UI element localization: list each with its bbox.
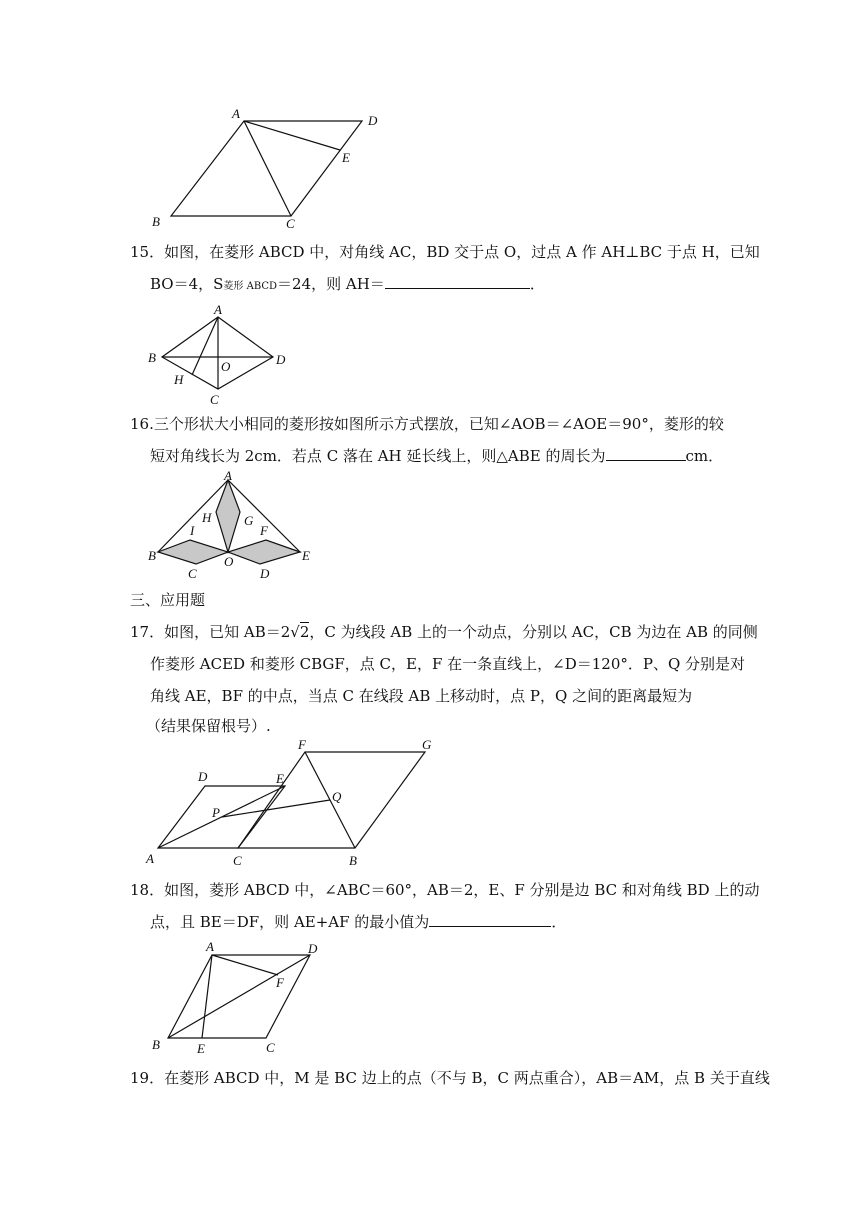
label-h: H (202, 510, 212, 525)
figure-q16 (140, 470, 320, 585)
label-a: A (146, 851, 154, 866)
label-f: F (298, 737, 306, 752)
q17-line1-b: ，C 为线段 AB 上的一个动点，分别以 AC，CB 为边在 AB 的同侧 (309, 623, 758, 641)
diagonal-ae (158, 786, 285, 848)
q16-line2-end: cm． (685, 447, 724, 465)
q15-line2-end: ． (529, 275, 545, 293)
label-o: O (224, 554, 234, 569)
diagonal-bd (168, 955, 310, 1038)
label-a: A (214, 302, 222, 317)
figure-q15 (140, 300, 300, 410)
label-o: O (221, 359, 231, 374)
label-g: G (244, 513, 254, 528)
label-i: I (190, 523, 195, 538)
q15-subscript: 菱形 ABCD (223, 281, 278, 292)
label-c: C (266, 1040, 275, 1055)
label-e: E (302, 548, 310, 563)
segment-ae (202, 955, 212, 1038)
q16-answer-blank[interactable] (606, 446, 686, 461)
rhombus-right (228, 540, 300, 564)
q15-line2-b: ＝24，则 AH＝ (277, 275, 385, 293)
q15-line1: 15．如图，在菱形 ABCD 中，对角线 AC，BD 交于点 O，过点 A 作 AH⊥BC 于点 H，已知 (130, 243, 760, 261)
segment-af (212, 955, 278, 975)
label-f: F (260, 523, 268, 538)
q16-line2-text: 短对角线长为 2cm．若点 C 落在 AH 延长线上，则△ABE 的周长为 (150, 447, 606, 465)
q18-line2-end: ． (551, 913, 567, 931)
label-a: A (224, 470, 232, 483)
label-d: D (198, 769, 208, 784)
q17-line3: 角线 AE，BF 的中点，当点 C 在线段 AB 上移动时，点 P，Q 之间的距离最短为 (150, 687, 693, 705)
q17-line1-a: 17．如图，已知 AB＝2 (130, 623, 291, 641)
section-title-applications: 三、应用题 (130, 591, 206, 609)
q16-line1: 16.三个形状大小相同的菱形按如图所示方式摆放，已知∠AOB＝∠AOE＝90°，菱形的较 (130, 415, 724, 433)
rhombus-abcd (171, 121, 362, 216)
label-e: E (197, 1041, 205, 1056)
q19-line1: 19．在菱形 ABCD 中，M 是 BC 边上的点（不与 B，C 两点重合），AB＝AM，点 B 关于直线 (130, 1069, 770, 1087)
label-b: B (152, 214, 160, 229)
q18-line1: 18．如图，菱形 ABCD 中，∠ABC＝60°，AB＝2，E、F 分别是边 BC 和对角线 BD 上的动 (130, 881, 760, 899)
q18-answer-blank[interactable] (429, 912, 551, 927)
segment-ac (244, 121, 291, 216)
rhombus-left (158, 540, 228, 564)
label-d: D (276, 352, 286, 367)
label-g: G (422, 737, 432, 752)
label-e: E (342, 150, 350, 165)
label-p: P (212, 805, 220, 820)
q15-line2-a: BO＝4，S (150, 275, 224, 293)
label-d: D (368, 113, 378, 128)
label-b: B (349, 853, 357, 868)
rhombus-top (216, 480, 240, 552)
q16-line2 (150, 446, 723, 466)
label-a: A (232, 106, 240, 121)
label-b: B (152, 1037, 160, 1052)
figure-q18 (140, 935, 350, 1060)
q17-line1 (130, 622, 758, 642)
label-c: C (188, 566, 197, 581)
label-h: H (174, 372, 184, 387)
label-d: D (260, 566, 270, 581)
segment-ae (244, 121, 340, 150)
label-c: C (286, 216, 295, 231)
label-c: C (233, 853, 242, 868)
q15-line2 (150, 274, 545, 297)
label-d: D (308, 941, 318, 956)
q17-line4: （结果保留根号）. (146, 717, 271, 735)
label-e: E (276, 771, 284, 786)
figure-q17 (140, 735, 450, 870)
label-c: C (210, 392, 219, 407)
label-f: F (276, 975, 284, 990)
label-q: Q (332, 789, 342, 804)
q18-line2 (150, 912, 566, 932)
q15-answer-blank[interactable] (385, 274, 530, 289)
label-b: B (148, 350, 156, 365)
sqrt-symbol: √ (290, 623, 300, 641)
figure-q14 (140, 100, 400, 235)
label-b: B (148, 548, 156, 563)
label-a: A (206, 939, 214, 954)
q17-root-value: 2 (299, 623, 310, 641)
q17-line2: 作菱形 ACED 和菱形 CBGF，点 C，E，F 在一条直线上，∠D＝120°．P、Q 分别是对 (150, 655, 746, 673)
q18-line2-text: 点，且 BE＝DF，则 AE+AF 的最小值为 (150, 913, 430, 931)
